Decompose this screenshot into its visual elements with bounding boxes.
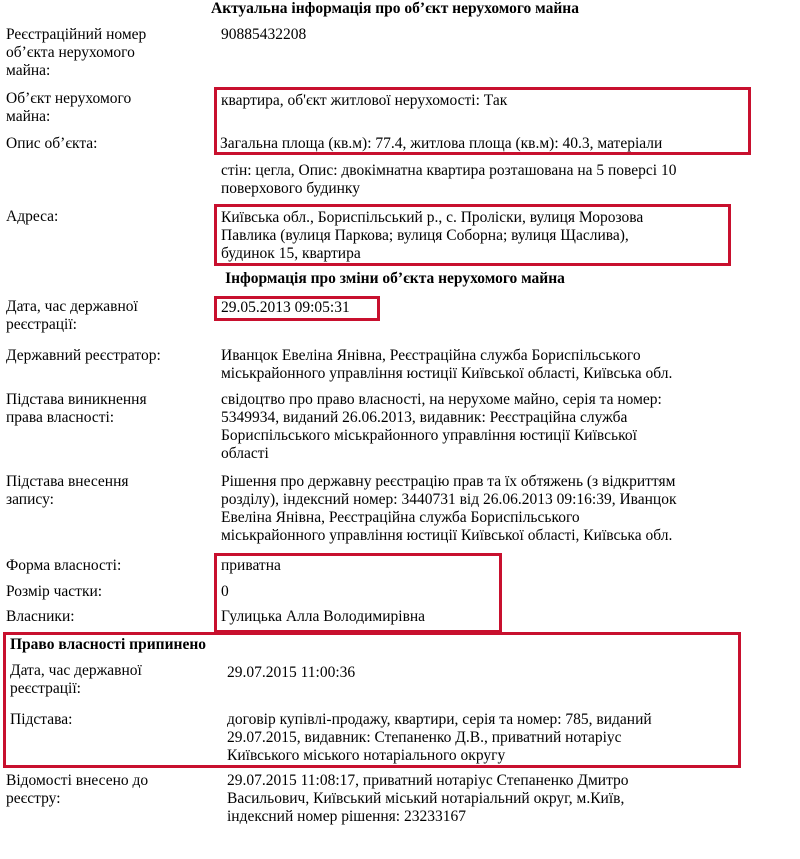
value-reg-date: 29.05.2013 09:05:31	[221, 299, 350, 316]
label-basis-entry: Підстава внесення запису:	[6, 473, 129, 508]
highlight-address	[214, 204, 731, 266]
value-entered: 29.07.2015 11:08:17, приватний нотаріус Степаненко Дмитро Васильович, Київський міський нотаріальний округ, м.Київ, індексний номер рішення: 23233167	[227, 772, 629, 825]
highlight-terminated	[3, 632, 741, 768]
value-object: квартира, об'єкт житлової нерухомості: Так	[221, 92, 508, 109]
label-object: Об’єкт нерухомого майна:	[6, 90, 132, 125]
label-ownership-form: Форма власності:	[6, 557, 122, 574]
value-owners: Гулицька Алла Володимирівна	[221, 608, 426, 625]
value-registrar: Иванцок Евеліна Янівна, Реєстраційна служба Бориспільського міськрайонного управління юстиції Київської області, Київська обл.	[221, 347, 673, 382]
value-basis-origin: свідоцтво про право власності, на нерухоме майно, серія та номер: 5349934, виданий 26.06.2013, видавник: Реєстраційна служба Бориспільського міськрайонного управління юстиції Київської області	[221, 391, 662, 462]
label-terminated-date: Дата, час державної реєстрації:	[10, 662, 142, 697]
value-basis-entry: Рішення про державну реєстрацію прав та їх обтяжень (з відкриттям розділу), індексний номер: 3440731 від 26.06.2013 09:16:39, Иванцок Евеліна Янівна, Реєстраційна служба Бориспільського міськрайонного управління юстиції Київської області, Київська обл.	[221, 473, 677, 544]
value-ownership-form: приватна	[221, 557, 281, 574]
terminated-title: Право власності припинено	[10, 636, 206, 653]
value-reg-number: 90885432208	[221, 26, 307, 43]
value-share-size: 0	[221, 583, 229, 600]
value-address: Київська обл., Бориспільський р., с. Проліски, вулиця Морозова Павлика (вулиця Паркова; вулиця Соборна; вулиця Щаслива), будинок 15, квартира	[221, 209, 644, 262]
section-title-changes-info: Інформація про зміни об’єкта нерухомого майна	[225, 270, 565, 287]
label-share-size: Розмір частки:	[6, 583, 103, 600]
value-terminated-basis: договір купівлі-продажу, квартири, серія та номер: 785, виданий 29.07.2015, видавник: Степаненко Д.В., приватний нотаріус Київського міського нотаріального округу	[227, 711, 652, 764]
label-entered: Відомості внесено до реєстру:	[6, 772, 149, 807]
highlight-reg-date	[214, 296, 380, 321]
label-basis-origin: Підстава виникнення права власності:	[6, 391, 147, 426]
label-reg-number: Реєстраційний номер об’єкта нерухомого майна:	[6, 26, 147, 79]
value-description-line1: Загальна площа (кв.м): 77.4, житлова площа (кв.м): 40.3, матеріали	[220, 135, 663, 152]
section-title-current-info: Актуальна інформація про об’єкт нерухомого майна	[211, 0, 579, 17]
label-description: Опис об’єкта:	[6, 135, 98, 152]
value-terminated-date: 29.07.2015 11:00:36	[227, 664, 356, 681]
label-address: Адреса:	[6, 208, 59, 225]
label-registrar: Державний реєстратор:	[6, 347, 161, 364]
label-reg-date: Дата, час державної реєстрації:	[6, 298, 138, 333]
value-description-rest: стін: цегла, Опис: двокімнатна квартира розташована на 5 поверсі 10 поверхового будинку	[221, 162, 677, 197]
label-terminated-basis: Підстава:	[10, 711, 73, 728]
label-owners: Власники:	[6, 608, 75, 625]
highlight-object-area	[214, 87, 751, 155]
highlight-ownership	[214, 553, 502, 633]
